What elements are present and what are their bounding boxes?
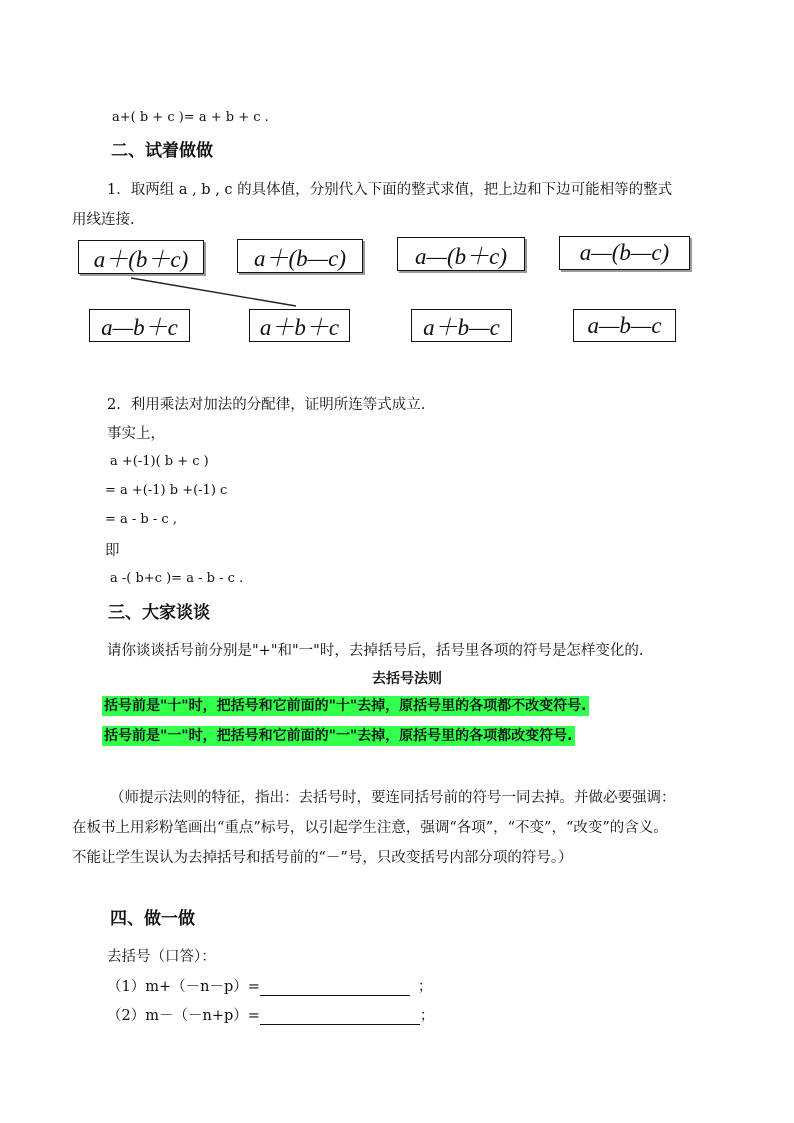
note-line-1: （师提示法则的特征，指出：去括号时，要连同括号前的符号一同去掉。并做必要强调： [110,790,676,806]
exercise-item-2-end: ； [419,1008,435,1024]
rule-2-text: 括号前是"一"时，把括号和它前面的"一"去掉，原括号里的各项都改变符号. [104,728,573,744]
bottom-box-1: a—b＋c [89,309,190,342]
ji-label: 即 [105,543,120,559]
section-heading-2: 二、试着做做 [111,141,213,161]
rule-title: 去括号法则 [372,671,442,687]
rule-1-text: 括号前是"十"时，把括号和它前面的"十"去掉，原括号里的各项都不改变符号. [104,698,587,714]
top-box-2: a＋(b—c) [237,239,363,273]
exercise-item-2 [107,1004,434,1025]
exercise-item-2-expr: （2）m－（－n+p）= [107,1008,260,1024]
top-box-3: a—(b＋c) [397,237,525,271]
note-line-3: 不能让学生误认为去掉括号和括号前的“－”号，只改变括号内部分项的符号。） [72,850,573,866]
section-heading-4: 四、做一做 [110,909,195,929]
proof-step-1: a +(-1)( b + c ) [110,454,209,469]
bottom-box-3: a＋b—c [411,309,512,342]
fact-label: 事实上， [107,426,165,442]
rule-2 [102,725,575,745]
exercise-item-1 [107,975,432,996]
answer-blank-1[interactable] [260,981,410,996]
top-box-1: a＋(b＋c) [78,240,204,274]
top-box-4: a—(b—c) [559,236,690,270]
rule-1 [102,695,589,715]
exercise-intro: 去括号（口答）： [107,949,216,965]
proof-step-3: = a - b - c , [105,512,177,527]
note-line-2: 在板书上用彩粉笔画出“重点”标号，以引起学生注意，强调“各项”，“不变”，“改变”的含义。 [72,820,668,836]
exercise-item-1-expr: （1）m+（－n－p）= [107,979,260,995]
question-1-line-1: 1．取两组 a , b , c 的具体值，分别代入下面的整式求值，把上边和下边可能相等的整式 [107,182,673,198]
exercise-item-1-end: ； [417,979,433,995]
intro-formula: a+( b + c )= a + b + c . [112,110,269,125]
proof-result: a -( b+c )= a - b - c . [110,571,244,586]
bottom-box-4: a—b—c [573,309,676,342]
answer-blank-2[interactable] [260,1010,420,1025]
section-heading-3: 三、大家谈谈 [108,603,210,623]
question-2: 2．利用乘法对加法的分配律，证明所连等式成立. [107,397,426,413]
proof-step-2: = a +(-1) b +(-1) c [105,483,228,498]
bottom-box-2: a＋b＋c [249,309,350,342]
discussion-question: 请你谈谈括号前分别是"+"和"一"时，去掉括号后，括号里各项的符号是怎样变化的. [107,643,644,659]
question-1-line-2: 用线连接. [72,212,135,228]
